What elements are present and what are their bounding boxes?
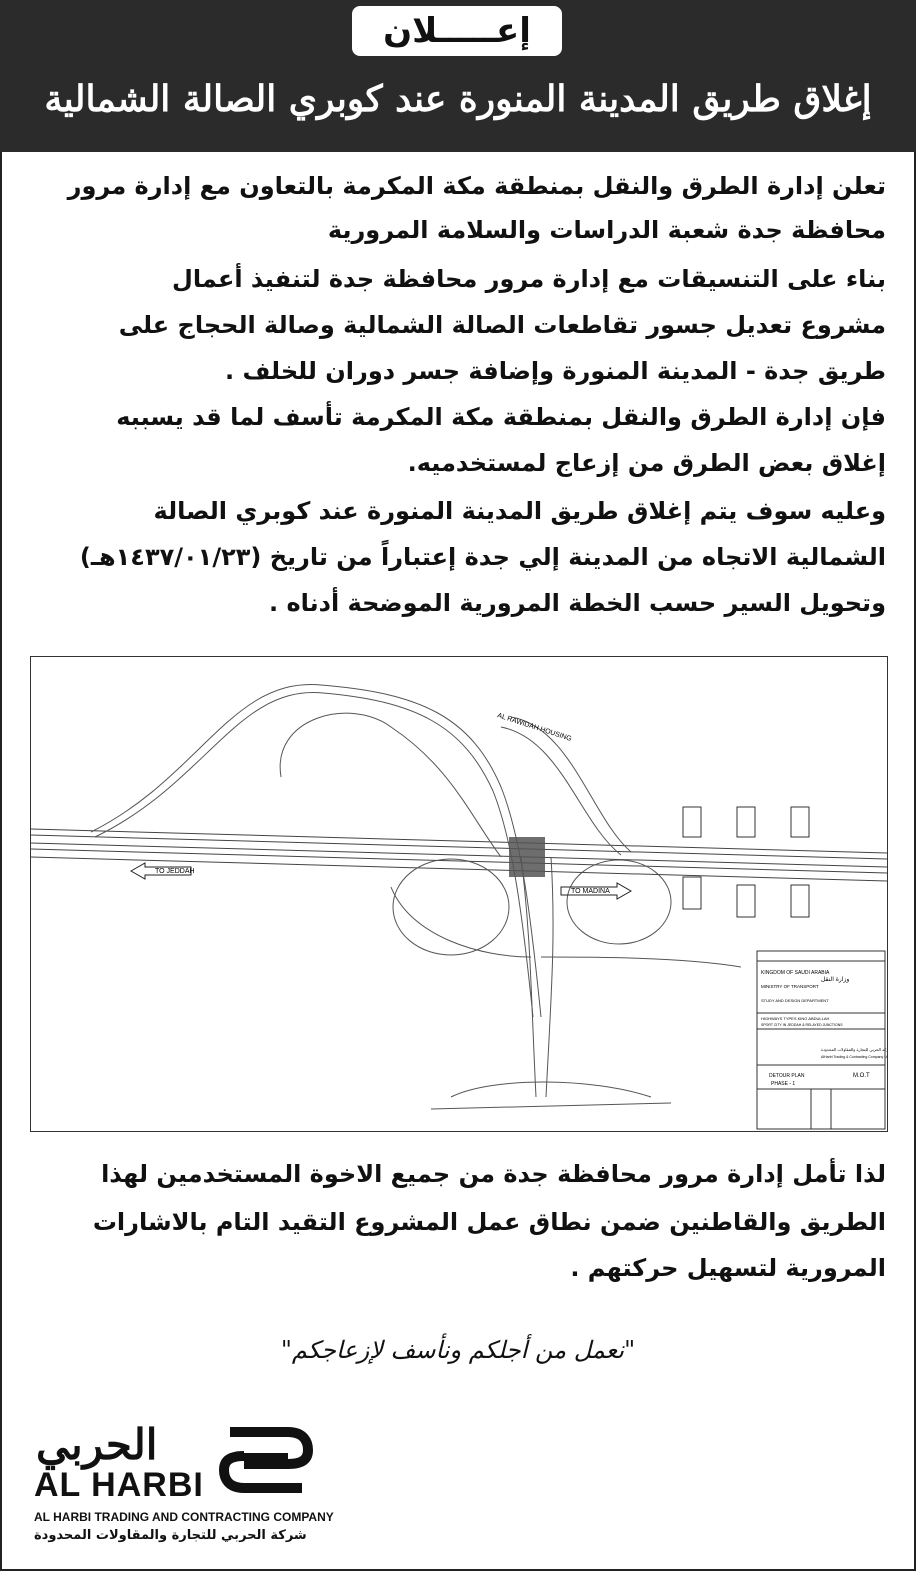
slogan: "نعمل من أجلكم ونأسف لإزعاجكم" (280, 1336, 636, 1364)
tb-department: STUDY AND DESIGN DEPARTMENT (761, 998, 829, 1003)
cloverleaf-loop (567, 860, 671, 944)
tb-project-2: SPORT CITY IN JEDDAH & RELAYED JUNCTIONS (761, 1023, 843, 1027)
body-line: وعليه سوف يتم إغلاق طريق المدينة المنورة عند كوبري الصالة (153, 497, 886, 525)
ramp-down (546, 857, 553, 1097)
body-line: محافظة جدة شعبة الدراسات والسلامة المرورية (327, 216, 886, 244)
logo-arabic: الحربي (36, 1420, 158, 1469)
body-line: مشروع تعديل جسور تقاطعات الصالة الشمالية وصالة الحجاج على (118, 311, 886, 339)
tb-kingdom: KINGDOM OF SAUDI ARABIA (761, 970, 830, 976)
title-block (757, 951, 887, 1129)
cloverleaf-loop (393, 859, 509, 955)
logo-english: AL HARBI (34, 1466, 204, 1504)
tb-contractor-ar: شركة الحربي للتجارة والمقاولات المحدودة (821, 1047, 887, 1052)
body-line: إغلاق بعض الطرق من إزعاج لمستخدميه. (407, 449, 886, 477)
tb-mot: M.O.T (853, 1073, 870, 1079)
ramp (391, 887, 531, 957)
sign-box (791, 807, 809, 837)
label-to-jeddah: TO JEDDAH (155, 868, 195, 875)
body-line: بناء على التنسيقات مع إدارة مرور محافظة جدة لتنفيذ أعمال (172, 265, 886, 293)
label-housing: AL RAWIDAH HOUSING (496, 712, 573, 743)
closing-line: لذا تأمل إدارة مرور محافظة جدة من جميع الاخوة المستخدمين لهذا (101, 1160, 886, 1188)
tb-project-1: HIGHWAYS TYPES KING ABDULLAH (761, 1016, 830, 1021)
sign-box (737, 885, 755, 917)
closure-hatch (509, 837, 545, 877)
sign-box (791, 885, 809, 917)
highway-line (31, 829, 887, 853)
header-banner (0, 0, 916, 152)
closing-line: المرورية لتسهيل حركتهم . (570, 1254, 886, 1282)
alharbi-logo-icon (218, 1420, 314, 1500)
label-to-madina: TO MADINA (571, 888, 610, 895)
body-line: تعلن إدارة الطرق والنقل بمنطقة مكة المكرمة بالتعاون مع إدارة مرور (67, 172, 886, 200)
sign-box (683, 877, 701, 909)
ramp-bottom (451, 1082, 651, 1097)
detour-plan-svg (31, 657, 887, 1131)
bottom-road (431, 1103, 671, 1109)
tb-ministry: MINISTRY OF TRANSPORT (761, 984, 819, 989)
detour-plan-drawing (30, 656, 888, 1132)
logo-company-en: AL HARBI TRADING AND CONTRACTING COMPANY (34, 1510, 334, 1524)
body-line: طريق جدة - المدينة المنورة وإضافة جسر دوران للخلف . (224, 357, 886, 385)
tb-contractor-en: AlHarbi Trading & Contracting Company Ltd. (821, 1055, 887, 1059)
arrow-to-jeddah (131, 863, 195, 879)
announcement-title: إغلاق طريق المدينة المنورة عند كوبري الصالة الشمالية (44, 78, 872, 120)
body-line: فإن إدارة الطرق والنقل بمنطقة مكة المكرمة تأسف لما قد يسببه (116, 403, 886, 431)
sign-box (683, 807, 701, 837)
tb-phase: PHASE - 1 (771, 1081, 796, 1087)
tb-ministry-ar: وزارة النقل (821, 976, 850, 983)
body-line: وتحويل السير حسب الخطة المرورية الموضحة أدناه . (268, 589, 886, 617)
tb-plan-title: DETOUR PLAN (769, 1073, 805, 1079)
ramp (541, 957, 741, 967)
announcement-badge: إعـــــلان (352, 6, 562, 56)
ramp-right (501, 727, 621, 855)
inner-loop (280, 713, 501, 857)
body-line: الشمالية الاتجاه من المدينة إلي جدة إعتباراً من تاريخ (١٤٣٧/٠١/٢٣هـ) (79, 543, 886, 571)
closing-line: الطريق والقاطنين ضمن نطاق عمل المشروع التقيد التام بالاشارات (92, 1208, 886, 1236)
logo-company-ar: شركة الحربي للتجارة والمقاولات المحدودة (34, 1528, 307, 1543)
sign-box (737, 807, 755, 837)
